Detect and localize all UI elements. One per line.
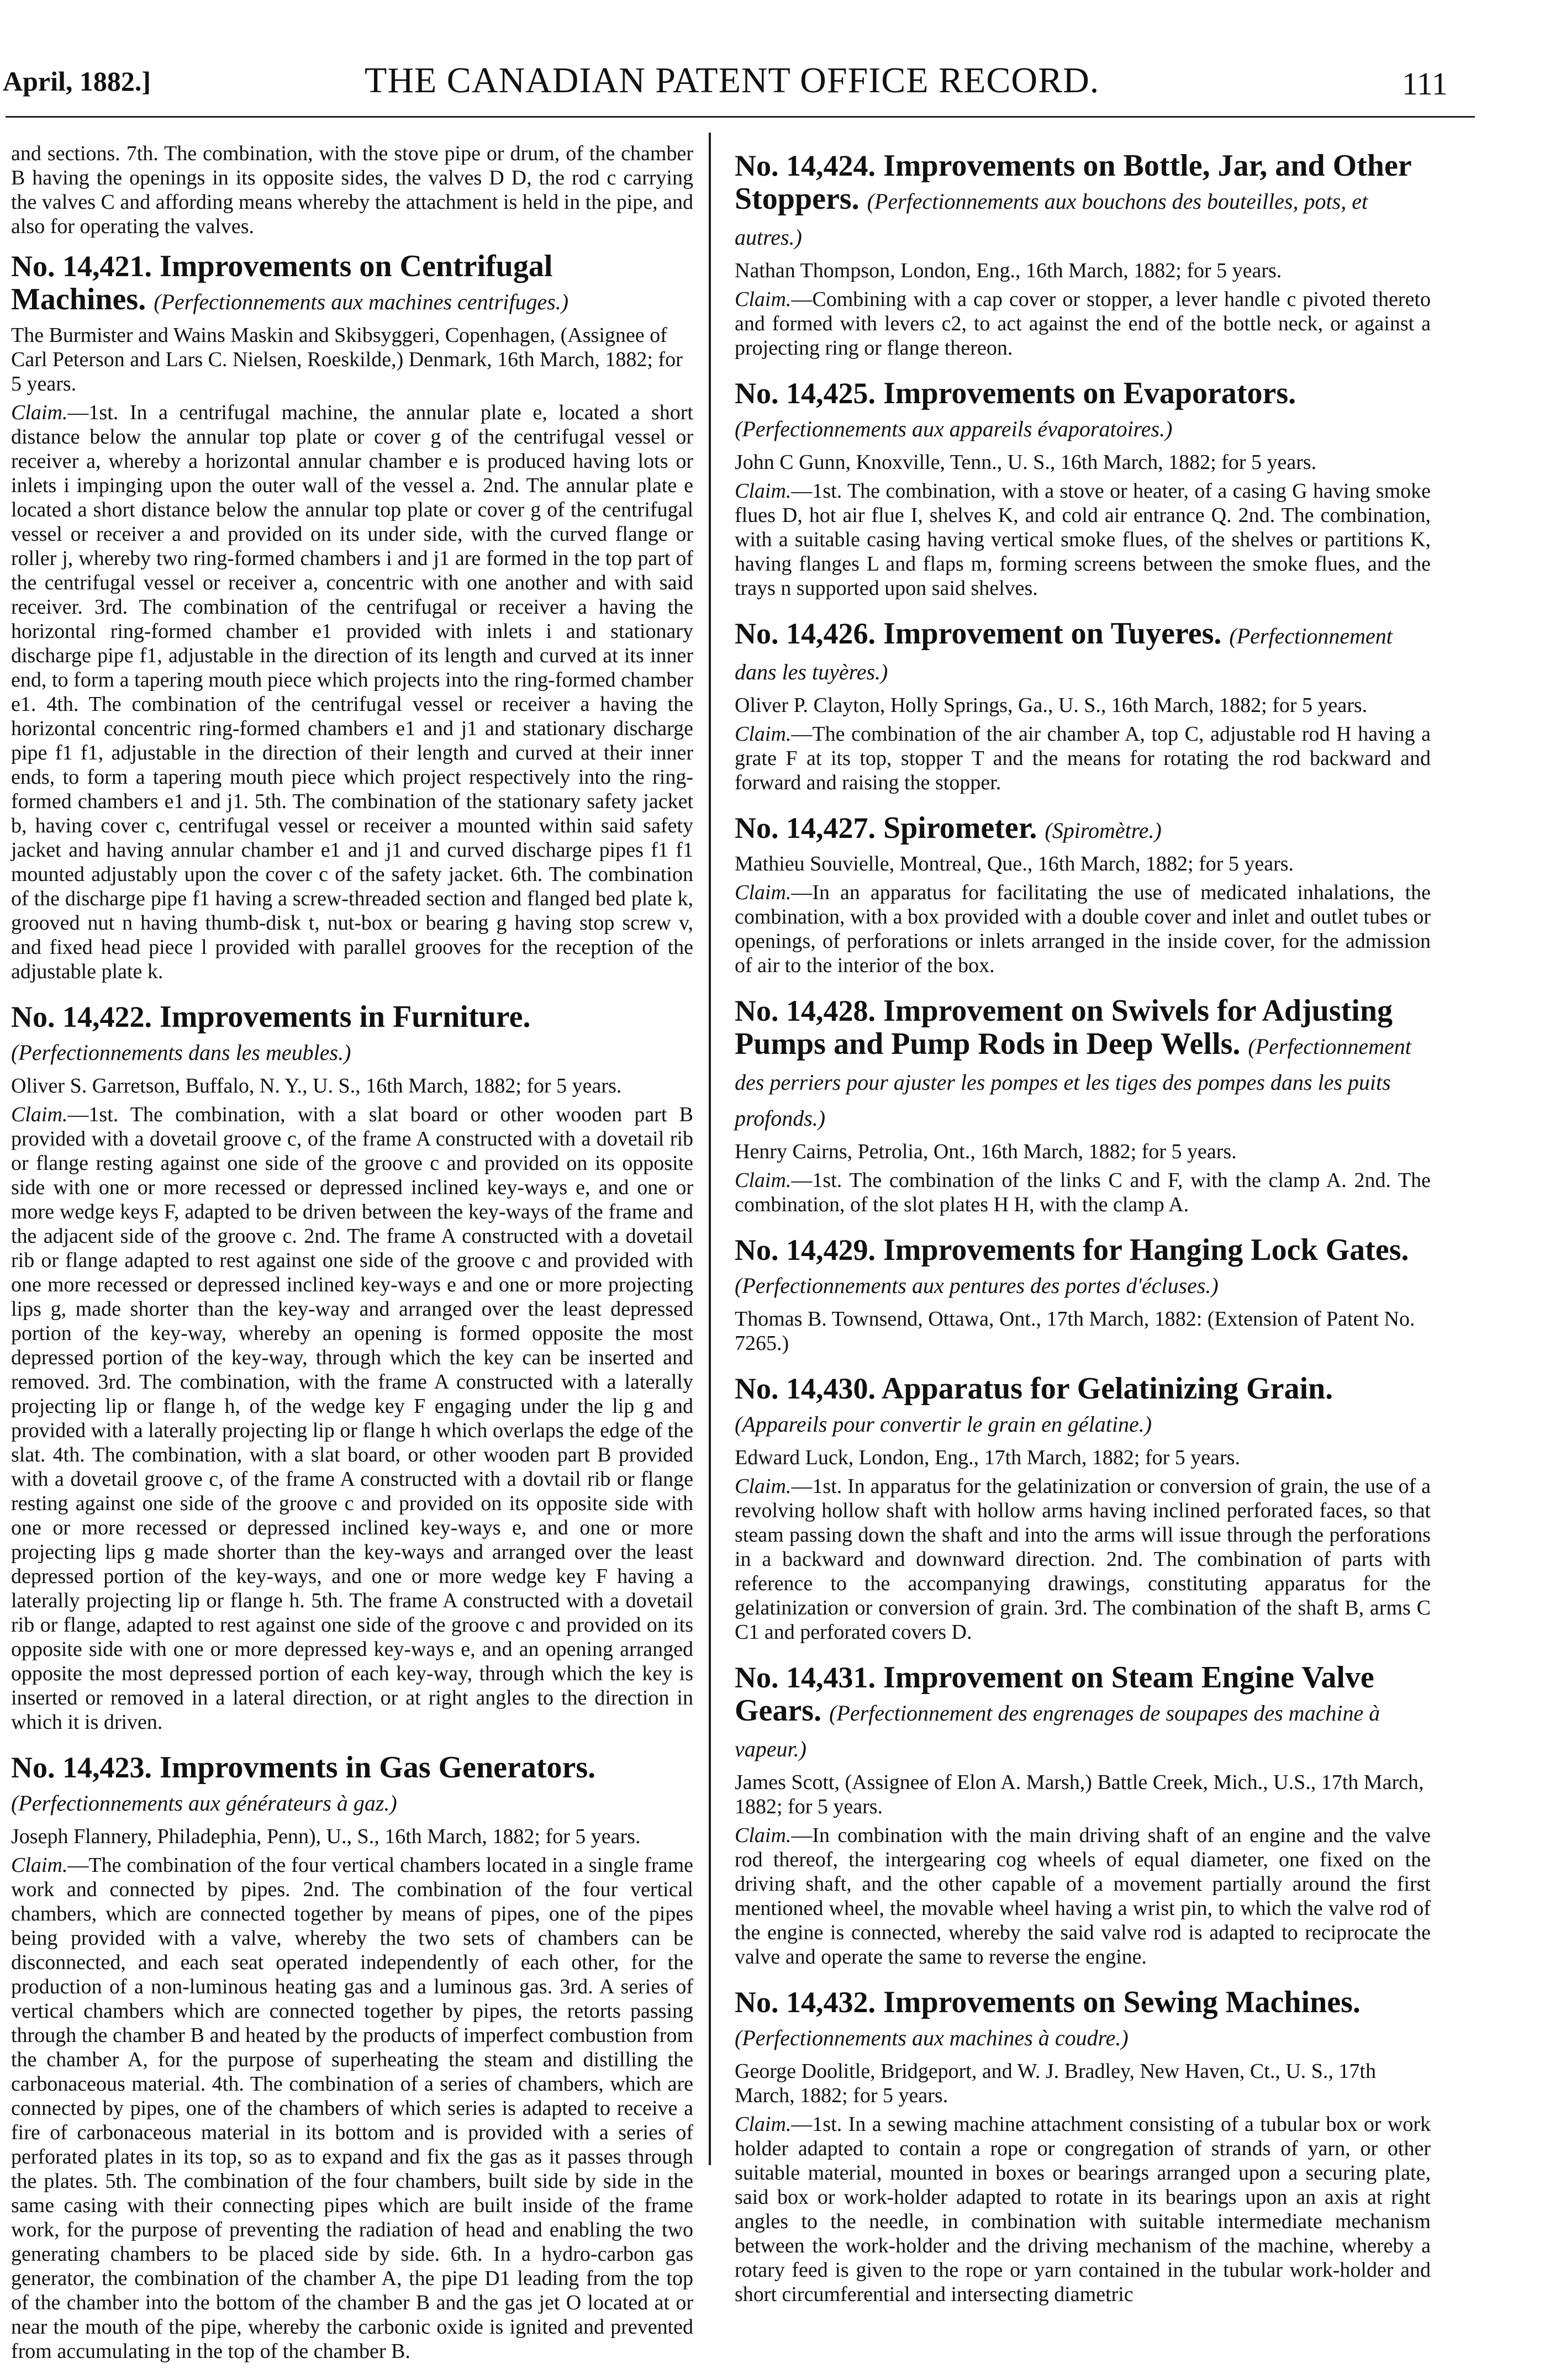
claim-label: Claim. [735, 1824, 792, 1847]
claim-body: —1st. The combination, with a stove or heater, of a casing G having smoke flues D, hot air flue I, shelves K, and cold air entrance Q. 2nd. The combination, with a suitable casing having vertical smoke flues, of the shelves or partitions K, having flanges L and flaps m, forming screens between the smoke flues, and the trays n supported upon said shelves. [735, 479, 1431, 600]
patent-number: No. 14,422. [11, 1000, 152, 1033]
french-title: (Spiromètre.) [1045, 818, 1162, 843]
claim-text [11, 400, 693, 984]
inventor-line: The Burmister and Wains Maskin and Skibsyggeri, Copenhagen, (Assignee of Carl Peterson and Lars C. Nielsen, Roeskilde,) Denmark, 16th March, 1882; for 5 years. [11, 324, 683, 395]
column-divider [709, 133, 711, 2165]
patent-number: No. 14,426. [735, 617, 876, 650]
claim-text [735, 1168, 1431, 1217]
patent-title: Spirometer. [883, 811, 1037, 845]
claim-body: —The combination of the four vertical chambers located in a single frame work and connected by pipes. 2nd. The combination of the four vertical chambers, which are connected together by means of pipes, one of the pipes being provided with a valve, whereby the two sets of chambers can be disconnected, and each seat operated independently of each other, for the production of a non-luminous heating gas and a luminous gas. 3rd. A series of vertical chambers which are connected together by pipes, the retorts passing through the chamber B and heated by the products of imperfect combustion from the chamber A, for the purpose of superheating the steam and distilling the carbonaceous material. 4th. The combination of a series of chambers, which are connected by pipes, one of the chambers of which series is adapted to receive a fire of carbonaceous material in its bottom and is provided with a series of perforated plates in its top, so as to expand and fix the gas as it passes through the plates. 5th. The combination of the four chambers, built side by side in the same casing with their connecting pipes which are built inside of the frame work, for the purpose of preventing the radiation of head and enabling the two generating chambers to be placed side by side. 6th. In a hydro-carbon gas generator, the combination of the chamber A, the pipe D1 leading from the top of the chamber into the bottom of the chamber B and the gas jet O located at or near the mouth of the pipe, whereby the carbonic oxide is ignited and prevented from accumulating in the top of the chamber B. [11, 1854, 693, 2363]
patent-entry-14423 [11, 1751, 693, 2363]
claim-body: —1st. In a centrifugal machine, the annular plate e, located a short distance below the annular top plate or cover g of the centrifugal vessel or receiver a, whereby a horizontal annular chamber e is produced having lots or inlets i impinging upon the outer wall of the vessel a. 2nd. The annular plate e located a short distance below the annular top plate or cover g of the centrifugal vessel or receiver a and provided on its under side, with the curved flange or roller j, whereby two ring-formed chambers i and j1 are formed in the top part of the centrifugal vessel or receiver a, concentric with one another and with said receiver. 3rd. The combination of the centrifugal or receiver a having the horizontal ring-formed chamber e1 provided with inlets i and stationary discharge pipe f1, adjustable in the direction of its length and curved at its inner end, to form a tapering mouth piece which projects into the ring-formed chamber e1. 4th. The combination of the centrifugal vessel or receiver a having the horizontal concentric ring-formed chambers e1 and j1 and stationary discharge pipe f1 f1, adjustable in the direction of their length and curved at their inner ends, to form a tapering mouth piece which project respectively into the ring-formed chambers e1 and j1. 5th. The combination of the stationary safety jacket b, having cover c, centrifugal vessel or receiver a mounted within said safety jacket and having annular chamber e1 and j1 and curved discharge pipes f1 f1 mounted adjustably upon the cover c of the safety jacket. 6th. The combination of the discharge pipe f1 having a screw-threaded section and flanged bed plate k, grooved nut n having thumb-disk t, nut-box or bearing g having stop screw v, and fixed head piece l provided with parallel grooves for the reception of the adjustable plate k. [11, 401, 693, 983]
french-title: (Perfectionnements aux appareils évaporatoires.) [735, 416, 1173, 441]
patent-entry-14421 [11, 250, 693, 984]
inventor-line: James Scott, (Assignee of Elon A. Marsh,) Battle Creek, Mich., U.S., 17th March, 1882; for 5 years. [735, 1771, 1424, 1818]
patent-number: No. 14,432. [735, 1986, 876, 2019]
patent-title: Improvements on Evaporators. [883, 376, 1296, 410]
french-title: (Perfectionnement dans les tuyères.) [735, 624, 1393, 684]
entry-heading [735, 1372, 1431, 1441]
patent-number: No. 14,429. [735, 1233, 876, 1266]
continued-fragment: and sections. 7th. The combination, with the stove pipe or drum, of the chamber B having the openings in its opposite sides, the valves D D, the rod c carrying the valves C and affording means whereby the attachment is held in the pipe, and also for operating the valves. [11, 142, 693, 238]
claim-body: —1st. The combination, with a slat board or other wooden part B provided with a dovetail groove c, of the frame A constructed with a dovetail rib or flange resting against one side of the groove c and provided on its opposite side with one or more recessed or depressed inclined key-ways e, and one or more wedge keys F, adapted to be driven between the key-ways of the frame and the adjacent side of the groove c. 2nd. The frame A constructed with a dovetail rib or flange adapted to rest against one side of the groove c and provided with one more recessed or depressed inclined key-ways e and one or more projecting lips g, made shorter than the key-way and arranged over the least depressed portion of the key-way, whereby an opening is formed opposite the most depressed portion of the key-way, through which the key can be inserted and removed. 3rd. The combination, with the frame A constructed with a laterally projecting lip or flange h, of the wedge key F engaging under the lip g and provided with a laterally projecting lip or flange h which overlaps the edge of the slat. 4th. The combination, with a slat board, or other wooden part B provided with a dovetail groove c, of the frame A constructed with a dovtail rib or flange resting against one side of the groove c and provided on its opposite side with one or more recessed or depressed inclined key-ways e, and one or more projecting lips g made shorter than the key-ways and arranged over the least depressed portion of the key-ways, and one or more wedge key F having a laterally projecting lip or flange h. 5th. The frame A constructed with a dovetail rib or flange, adapted to rest against one side of the groove c and provided on its opposite side with one or more depressed key-ways e, and an opening arranged opposite the most depressed portion of each key-way, through which the key is inserted or removed in a lateral direction, or at right angles to the direction in which it is driven. [11, 1103, 693, 1734]
right-column [735, 138, 1431, 2323]
patent-title: Improvement on Swivels for Adjusting Pumps and Pump Rods in Deep Wells. [735, 994, 1393, 1061]
claim-text [735, 722, 1431, 795]
claim-label: Claim. [735, 1475, 792, 1498]
patent-title: Improvement on Tuyeres. [883, 616, 1222, 651]
claim-body: —1st. In apparatus for the gelatinization or conversion of grain, the use of a revolving hollow shaft with hollow arms having inclined perforated faces, so that steam passing down the shaft and into the arms will issue through the perforations in a backward and downward direction. 2nd. The combination of parts with reference to the accompanying drawings, constituting apparatus for the gelatinization or conversion of grain. 3rd. The combination of the shaft B, arms C C1 and perforated covers D. [735, 1475, 1431, 1644]
claim-text [735, 880, 1431, 978]
patent-entry-14422 [11, 1000, 693, 1734]
entry-heading [735, 994, 1431, 1135]
claim-label: Claim. [735, 881, 792, 904]
patent-title: Improvements on Centrifugal Machines. [11, 249, 553, 316]
claim-body: —In an apparatus for facilitating the use of medicated inhalations, the combination, with a box provided with a double cover and inlet and outlet tubes or openings, of perforations or inlets arranged in the inside cover, for the admission of air to the interior of the box. [735, 881, 1431, 977]
patent-number: No. 14,427. [735, 811, 876, 845]
french-title: (Perfectionnements aux machines centrifuges.) [154, 289, 569, 314]
claim-text [11, 1853, 693, 2363]
inventor-line: Nathan Thompson, London, Eng., 16th March, 1882; for 5 years. [735, 259, 1282, 282]
inventor-line: John C Gunn, Knoxville, Tenn., U. S., 16th March, 1882; for 5 years. [735, 451, 1317, 474]
patent-title: Improvements in Furniture. [160, 1000, 531, 1034]
journal-title: THE CANADIAN PATENT OFFICE RECORD. [365, 60, 1100, 101]
french-title: (Perfectionnement des engrenages de soupapes des machine à vapeur.) [735, 1701, 1380, 1761]
entry-heading [735, 377, 1431, 446]
patent-entry-14424 [735, 149, 1431, 360]
french-title: (Perfectionnement des perriers pour ajuster les pompes et les tiges des pompes dans les puits profonds.) [735, 1034, 1411, 1131]
patent-number: No. 14,430. [735, 1372, 876, 1405]
entry-heading [735, 1986, 1431, 2055]
claim-text [735, 479, 1431, 600]
entry-heading [735, 149, 1431, 254]
entry-heading [11, 250, 693, 319]
inventor-line: Oliver S. Garretson, Buffalo, N. Y., U. S., 16th March, 1882; for 5 years. [11, 1074, 622, 1097]
patent-title: Improvement on Steam Engine Valve Gears. [735, 1660, 1374, 1728]
patent-title: Apparatus for Gelatinizing Grain. [881, 1371, 1333, 1406]
inventor-line: Mathieu Souvielle, Montreal, Que., 16th March, 1882; for 5 years. [735, 852, 1294, 875]
patent-number: No. 14,428. [735, 994, 876, 1027]
patent-entry-14426 [735, 617, 1431, 795]
patent-title: Improvments in Gas Generators. [160, 1750, 596, 1785]
claim-text [11, 1102, 693, 1734]
french-title: (Perfectionnements dans les meubles.) [11, 1040, 351, 1065]
claim-body: —The combination of the air chamber A, top C, adjustable rod H having a grate F at its top, stopper T and the means for rotating the rod backward and forward and raising the stopper. [735, 722, 1431, 794]
entry-heading [11, 1000, 693, 1069]
french-title: (Perfectionnements aux générateurs à gaz.) [11, 1791, 397, 1816]
patent-entry-14427 [735, 811, 1431, 978]
patent-entry-14430 [735, 1372, 1431, 1644]
claim-body: —Combining with a cap cover or stopper, a lever handle c pivoted thereto and formed with levers c2, to act against the end of the bottle neck, or against a projecting ring or flange thereon. [735, 288, 1431, 360]
french-title: (Perfectionnements aux machines à coudre.) [735, 2025, 1129, 2050]
claim-label: Claim. [735, 288, 792, 311]
patent-number: No. 14,423. [11, 1751, 152, 1784]
claim-body: —In combination with the main driving shaft of an engine and the valve rod thereof, the intergearing cog wheels of equal diameter, one fixed on the driving shaft, and the other capable of a movement partially around the first mentioned wheel, the movable wheel having a wrist pin, to which the valve rod of the engine is connected, whereby the said valve rod is adapted to reciprocate the valve and operate the same to reverse the engine. [735, 1824, 1431, 1969]
french-title: (Perfectionnements aux pentures des portes d'écluses.) [735, 1273, 1219, 1298]
patent-title: Improvements on Bottle, Jar, and Other Stoppers. [735, 149, 1411, 216]
patent-number: No. 14,424. [735, 149, 876, 182]
patent-number: No. 14,425. [735, 377, 876, 410]
page-header [0, 0, 1550, 133]
claim-body: —1st. The combination of the links C and F, with the clamp A. 2nd. The combination, of the slot plates H H, with the clamp A. [735, 1169, 1431, 1216]
patent-number: No. 14,421. [11, 250, 152, 283]
header-rule [6, 116, 1475, 118]
patent-entry-14428 [735, 994, 1431, 1217]
entry-heading [735, 617, 1431, 689]
entry-heading [735, 1661, 1431, 1766]
entry-heading [735, 1233, 1431, 1302]
patent-number: No. 14,431. [735, 1661, 876, 1694]
claim-label: Claim. [735, 2113, 792, 2136]
inventor-line: Joseph Flannery, Philadephia, Penn), U., S., 16th March, 1882; for 5 years. [11, 1825, 641, 1848]
french-title: (Appareils pour convertir le grain en gélatine.) [735, 1412, 1152, 1437]
claim-label: Claim. [735, 1169, 792, 1192]
claim-body: —1st. In a sewing machine attachment consisting of a tubular box or work holder adapted to contain a rope or congregation of strands of yarn, or other suitable material, mounted in boxes or bearings arranged upon a securing plate, said box or work-holder adapted to rotate in its bearings upon an axis at right angles to the needle, in combination with suitable intermediate mechanism between the work-holder and the driving mechanism of the machine, whereby a rotary feed is given to the rope or yarn contained in the tubular work-holder and short circumferential and intersecting diametric [735, 2113, 1431, 2306]
claim-text [735, 1474, 1431, 1644]
patent-entry-14431 [735, 1661, 1431, 1969]
claim-text [735, 287, 1431, 360]
entry-heading [735, 811, 1431, 847]
french-title: (Perfectionnements aux bouchons des bouteilles, pots, et autres.) [735, 189, 1368, 250]
issue-date: April, 1882.] [3, 66, 151, 97]
patent-entry-14429 [735, 1233, 1431, 1355]
patent-title: Improvements on Sewing Machines. [883, 1985, 1361, 2019]
claim-label: Claim. [735, 722, 792, 746]
patent-entry-14425 [735, 377, 1431, 600]
inventor-line: Thomas B. Townsend, Ottawa, Ont., 17th March, 1882: (Extension of Patent No. 7265.) [735, 1307, 1415, 1355]
claim-text [735, 2112, 1431, 2307]
patent-title: Improvements for Hanging Lock Gates. [883, 1233, 1409, 1267]
claim-label: Claim. [11, 401, 68, 424]
inventor-line: Edward Luck, London, Eng., 17th March, 1882; for 5 years. [735, 1446, 1240, 1469]
claim-label: Claim. [11, 1103, 68, 1126]
left-column [11, 138, 693, 2380]
inventor-line: Henry Cairns, Petrolia, Ont., 16th March, 1882; for 5 years. [735, 1140, 1237, 1163]
claim-label: Claim. [735, 479, 792, 503]
patent-entry-14432 [735, 1986, 1431, 2307]
inventor-line: Oliver P. Clayton, Holly Springs, Ga., U. S., 16th March, 1882; for 5 years. [735, 694, 1368, 717]
entry-heading [11, 1751, 693, 1820]
claim-text [735, 1823, 1431, 1969]
claim-label: Claim. [11, 1854, 68, 1877]
page-number: 111 [1402, 66, 1448, 102]
inventor-line: George Doolitle, Bridgeport, and W. J. Bradley, New Haven, Ct., U. S., 17th March, 1882; for 5 years. [735, 2060, 1376, 2107]
